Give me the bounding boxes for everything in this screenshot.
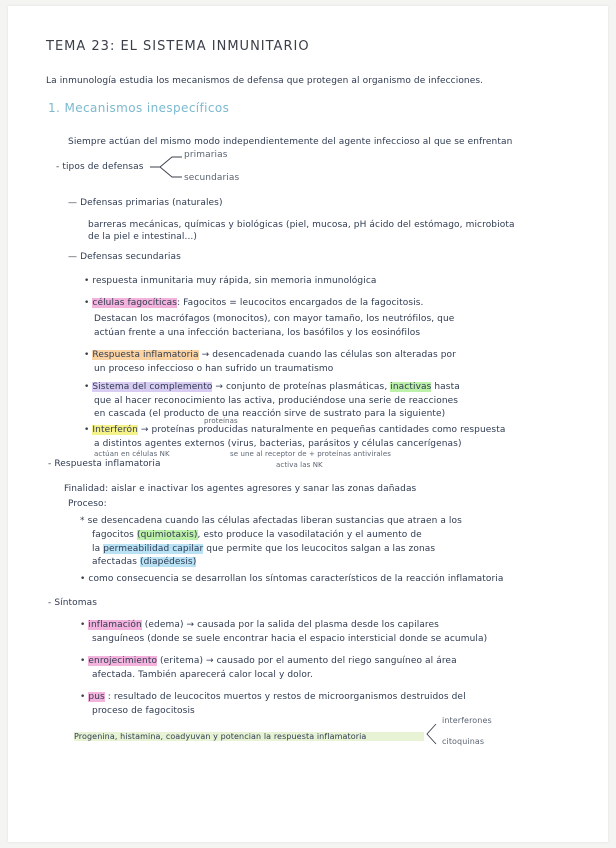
sintomas-heading: - Síntomas [48, 598, 98, 608]
bullet-4-line2: que al hacer reconocimiento las activa, produciéndose una serie de reacciones [94, 396, 459, 406]
secundarias-bullet-4: • Sistema del complemento → conjunto de proteínas plasmáticas, inactivas hasta [84, 382, 460, 392]
bullet-5-line2: a distintos agentes externos (virus, bacterias, parásitos y células cancerígenas) [94, 439, 462, 449]
sintoma-1-line2: sanguíneos (donde se suele encontrar hacia el espacio intersticial donde se acumula) [92, 634, 488, 644]
bullet-5-line3a: actúan en células NK [94, 450, 170, 458]
definition-text: Siempre actúan del mismo modo independientemente del agente infeccioso al que se enfrentan [68, 137, 513, 147]
final-right-bottom: citoquinas [442, 737, 485, 746]
bullet-3-line2: un proceso infeccioso o han sufrido un traumatismo [94, 364, 334, 374]
bullet-5-line4: activa las NK [276, 461, 323, 469]
primarias-heading: — Defensas primarias (naturales) [68, 198, 223, 208]
bullet-2-line3: actúan frente a una infección bacteriana, los basófilos y los eosinófilos [94, 328, 421, 338]
bullet-5-note: proteínas [204, 417, 238, 425]
sintoma-2: • enrojecimiento (eritema) → causado por el aumento del riego sanguíneo al área [80, 656, 457, 666]
bullet-5-line3b: se une al receptor de + proteínas antivirales [230, 450, 391, 458]
secundarias-heading: — Defensas secundarias [68, 252, 181, 262]
proceso-point-1-line4: afectadas (diapédesis) [92, 557, 197, 567]
bullet-4-line3: en cascada (el producto de una reacción sirve de sustrato para la siguiente) [94, 409, 446, 419]
page-title: TEMA 23: EL SISTEMA INMUNITARIO [46, 39, 310, 54]
secundarias-bullet-2: • células fagocíticas: Fagocitos = leucocitos encargados de la fagocitosis. [84, 298, 424, 308]
tipos-secundarias: secundarias [184, 173, 240, 183]
tipos-label: - tipos de defensas [56, 162, 144, 172]
bullet-2-line2: Destacan los macrófagos (monocitos), con mayor tamaño, los neutrófilos, que [94, 314, 455, 324]
primarias-line1: barreras mecánicas, químicas y biológicas (piel, mucosa, pH ácido del estómago, microbiota [88, 220, 515, 230]
sintoma-3: • pus : resultado de leucocitos muertos y restos de microorganismos destruidos del [80, 692, 466, 702]
sintoma-1: • inflamación (edema) → causada por la salida del plasma desde los capilares [80, 620, 439, 630]
final-line: Progenina, histamina, coadyuvan y potencian la respuesta inflamatoria [74, 732, 424, 741]
proceso-point-1: * se desencadena cuando las células afectadas liberan sustancias que atraen a los [80, 516, 462, 526]
proceso-point-1-line2: fagocitos (quimiotaxis), esto produce la vasodilatación y el aumento de [92, 530, 422, 540]
final-right-top: interferones [442, 716, 492, 725]
proceso-point-1-line3: la permeabilidad capilar que permite que los leucocitos salgan a las zonas [92, 544, 436, 554]
proceso-point-2: • como consecuencia se desarrollan los síntomas característicos de la reacción inflamatoria [80, 574, 504, 584]
tipos-primarias: primarias [184, 150, 228, 160]
finalidad-text: Finalidad: aislar e inactivar los agentes agresores y sanar las zonas dañadas [64, 484, 417, 494]
notebook-page [8, 6, 608, 842]
sintoma-3-line2: proceso de fagocitosis [92, 706, 195, 716]
primarias-line2: de la piel e intestinal...) [88, 232, 197, 242]
respuesta-heading: - Respuesta inflamatoria [48, 459, 161, 469]
intro-text: La inmunología estudia los mecanismos de defensa que protegen al organismo de infecciones. [46, 76, 484, 86]
secundarias-bullet-5: • Interferón → proteínas producidas naturalmente en pequeñas cantidades como respuesta [84, 425, 506, 435]
proceso-label: Proceso: [68, 499, 107, 509]
secundarias-bullet-3: • Respuesta inflamatoria → desencadenada cuando las células son alteradas por [84, 350, 456, 360]
secundarias-bullet-1: • respuesta inmunitaria muy rápida, sin memoria inmunológica [84, 276, 377, 286]
section-heading: 1. Mecanismos inespecíficos [48, 101, 230, 115]
sintoma-2-line2: afectada. También aparecerá calor local y dolor. [92, 670, 313, 680]
chevron-left-icon [426, 724, 440, 744]
